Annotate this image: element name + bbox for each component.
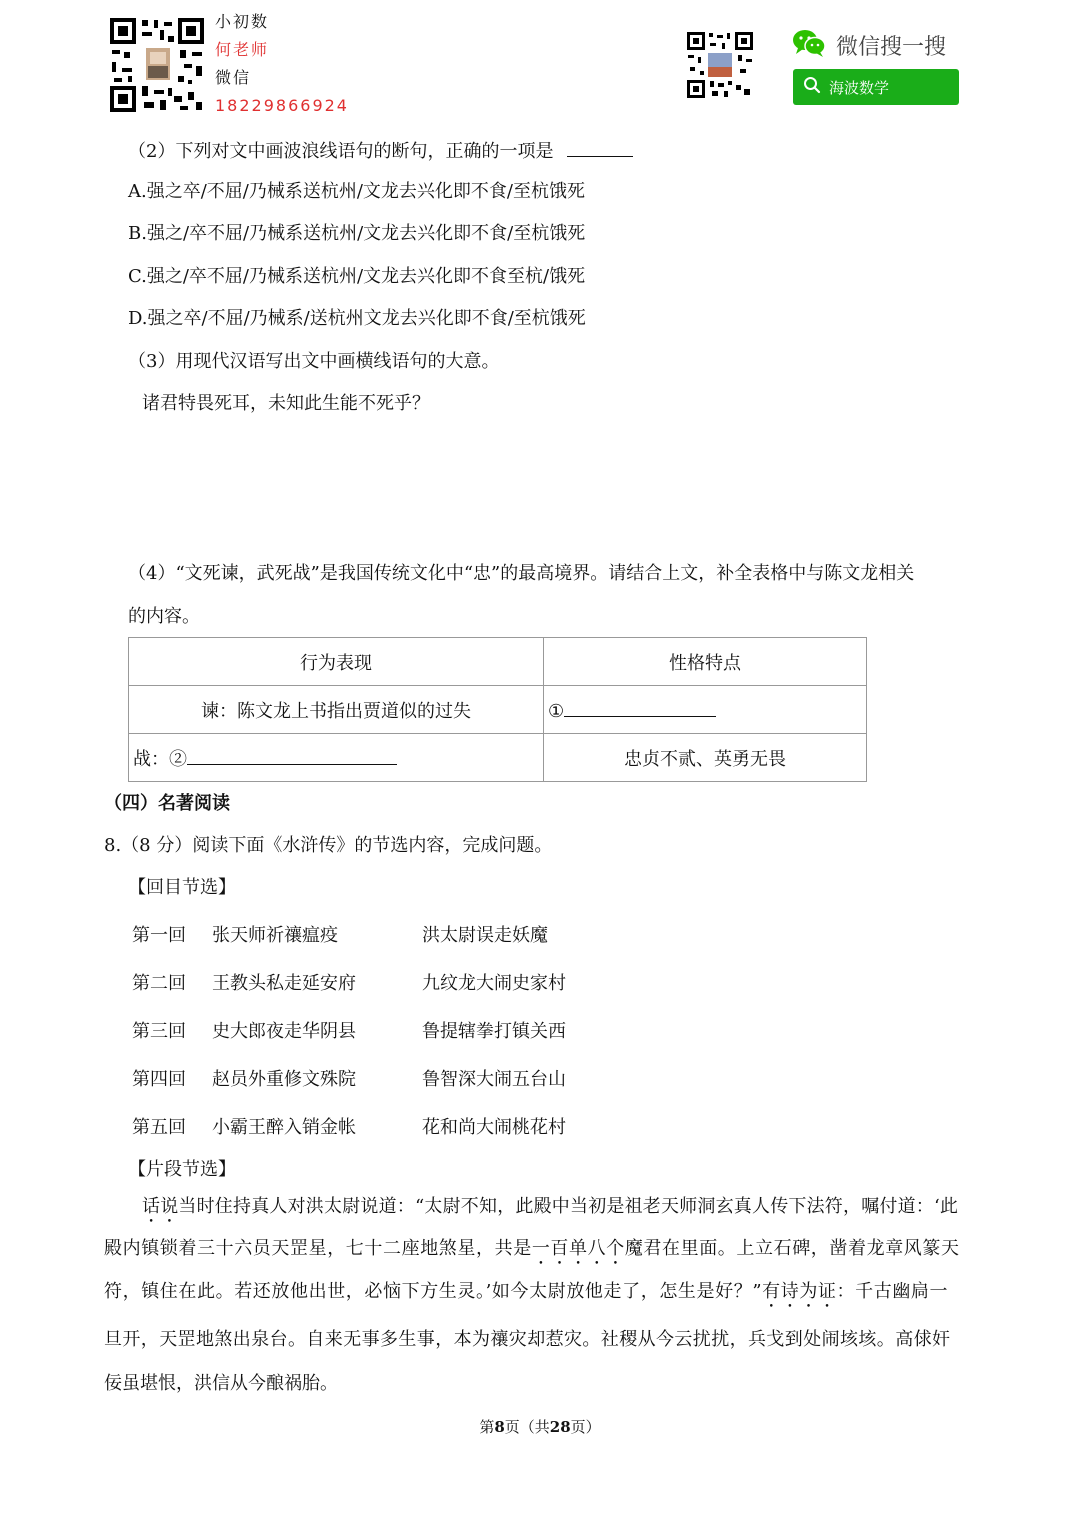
q2-stem-row (128, 138, 633, 164)
excerpt-line-2-c: 魔君在里面。上立石碑，凿着龙章风篆天 (624, 1238, 960, 1259)
wechat-search-title: 微信搜一搜 (836, 35, 947, 60)
wechat-logo-icon (792, 28, 826, 58)
qr-code-left (108, 16, 206, 114)
chapter-second: 洪太尉误走妖魔 (422, 925, 548, 946)
table-cell-blank-1 (544, 686, 867, 734)
table-header-row (129, 638, 867, 686)
q2-option-d: D.强之卒/不屈/乃械系/送杭州文龙去兴化即不食/至杭饿死 (128, 308, 586, 329)
q2-option-a: A.强之卒/不屈/乃械系送杭州/文龙去兴化即不食/至杭饿死 (128, 181, 585, 202)
q2-stem: （2）下列对文中画波浪线语句的断句，正确的一项是 (128, 141, 554, 162)
q4-stem-line2: 的内容。 (128, 606, 200, 627)
chapter-first: 史大郎夜走华阴县 (212, 1021, 356, 1042)
table-header-behavior: 行为表现 (129, 638, 544, 686)
q4-table (128, 637, 867, 782)
excerpt-label: 【片段节选】 (128, 1159, 236, 1180)
battle-label: 战：② (133, 748, 187, 770)
chapter-second: 鲁智深大闹五台山 (422, 1069, 566, 1090)
section-title: （四）名著阅读 (104, 793, 230, 814)
contact-info (215, 8, 349, 120)
table-cell-remonstrate: 谏：陈文龙上书指出贾道似的过失 (129, 686, 544, 734)
blank-1-input[interactable] (564, 698, 716, 717)
excerpt-line-2-a: 殿内镇锁着三十六员天罡星，七十二座地煞星，共是 (104, 1238, 532, 1259)
table-header-trait: 性格特点 (544, 638, 867, 686)
chapter-first: 张天师祈禳瘟疫 (212, 925, 338, 946)
q2-option-b: B.强之/卒不屈/乃械系送杭州/文龙去兴化即不食/至杭饿死 (128, 223, 586, 244)
contact-line-1: 小初数 (215, 12, 270, 31)
excerpt-line-4: 旦开，天罡地煞出泉台。自来无事多生事，本为禳灾却惹灾。社稷从今云扰扰，兵戈到处闹垓垓。高俅奸 (104, 1329, 951, 1350)
q3-sentence: 诸君特畏死耳，未知此生能不死乎？ (142, 393, 430, 414)
table-row (129, 686, 867, 734)
chapter-num: 第四回 (132, 1069, 186, 1090)
contact-line-2: 何老师 (215, 40, 270, 59)
page-number: 8 (494, 1418, 505, 1436)
chapter-first: 王教头私走延安府 (212, 973, 356, 994)
chapter-second: 鲁提辖拳打镇关西 (422, 1021, 566, 1042)
excerpt-line-3-c: ：千古幽扃一 (836, 1281, 949, 1302)
chapters-label: 【回目节选】 (128, 877, 236, 898)
qr-code-right (686, 31, 754, 99)
excerpt-line-3-a: 符，镇住在此。若还放他出世，必恼下方生灵。’如今太尉放他走了，怎生是好？” (104, 1281, 763, 1302)
footer-prefix: 第 (479, 1418, 495, 1436)
emphasis-huashuo: 话说 (142, 1196, 179, 1217)
q4-stem-line1: （4）“文死谏，武死战”是我国传统文化中“忠”的最高境界。请结合上文，补全表格中与陈文龙相关 (128, 563, 915, 584)
contact-phone: 18229866924 (215, 96, 349, 115)
table-row (129, 734, 867, 782)
emphasis-108: 一百单八个 (531, 1238, 625, 1259)
chapter-second: 九纹龙大闹史家村 (422, 973, 566, 994)
chapter-second: 花和尚大闹桃花村 (422, 1117, 566, 1138)
contact-line-3: 微信 (215, 68, 252, 87)
excerpt-line-3 (104, 1280, 948, 1312)
chapter-num: 第五回 (132, 1117, 186, 1138)
q2-answer-blank[interactable] (567, 138, 633, 157)
blank-1-marker: ① (548, 700, 565, 722)
q2-option-c: C.强之/卒不屈/乃械系送杭州/文龙去兴化即不食至杭/饿死 (128, 266, 586, 287)
emphasis-poem: 有诗为证 (762, 1281, 837, 1302)
chapter-first: 小霸王醉入销金帐 (212, 1117, 356, 1138)
wechat-search-button-label: 海波数学 (829, 78, 890, 97)
wechat-search-button[interactable] (793, 69, 959, 105)
chapter-num: 第一回 (132, 925, 186, 946)
chapter-num: 第三回 (132, 1021, 186, 1042)
table-cell-battle (129, 734, 544, 782)
excerpt-line-5: 佞虽堪恨，洪信从今酿祸胎。 (104, 1373, 338, 1394)
chapter-first: 赵员外重修文殊院 (212, 1069, 356, 1090)
search-icon (803, 76, 821, 98)
page-total: 28 (549, 1418, 571, 1436)
chapter-num: 第二回 (132, 973, 186, 994)
q3-stem: （3）用现代汉语写出文中画横线语句的大意。 (128, 351, 500, 372)
excerpt-line-1 (142, 1195, 958, 1227)
table-cell-loyalty: 忠贞不贰、英勇无畏 (544, 734, 867, 782)
blank-2-input[interactable] (187, 746, 397, 765)
excerpt-line-2 (104, 1237, 960, 1269)
q8-stem: 8.（8 分）阅读下面《水浒传》的节选内容，完成问题。 (104, 835, 553, 856)
page-footer (0, 1416, 1080, 1437)
excerpt-line-1-text: 当时住持真人对洪太尉说道：“太尉不知，此殿中当初是祖老天师洞玄真人传下法符，嘱付道：‘此 (178, 1196, 959, 1217)
footer-suffix: 页） (570, 1418, 601, 1436)
footer-middle: 页（共 (504, 1418, 550, 1436)
